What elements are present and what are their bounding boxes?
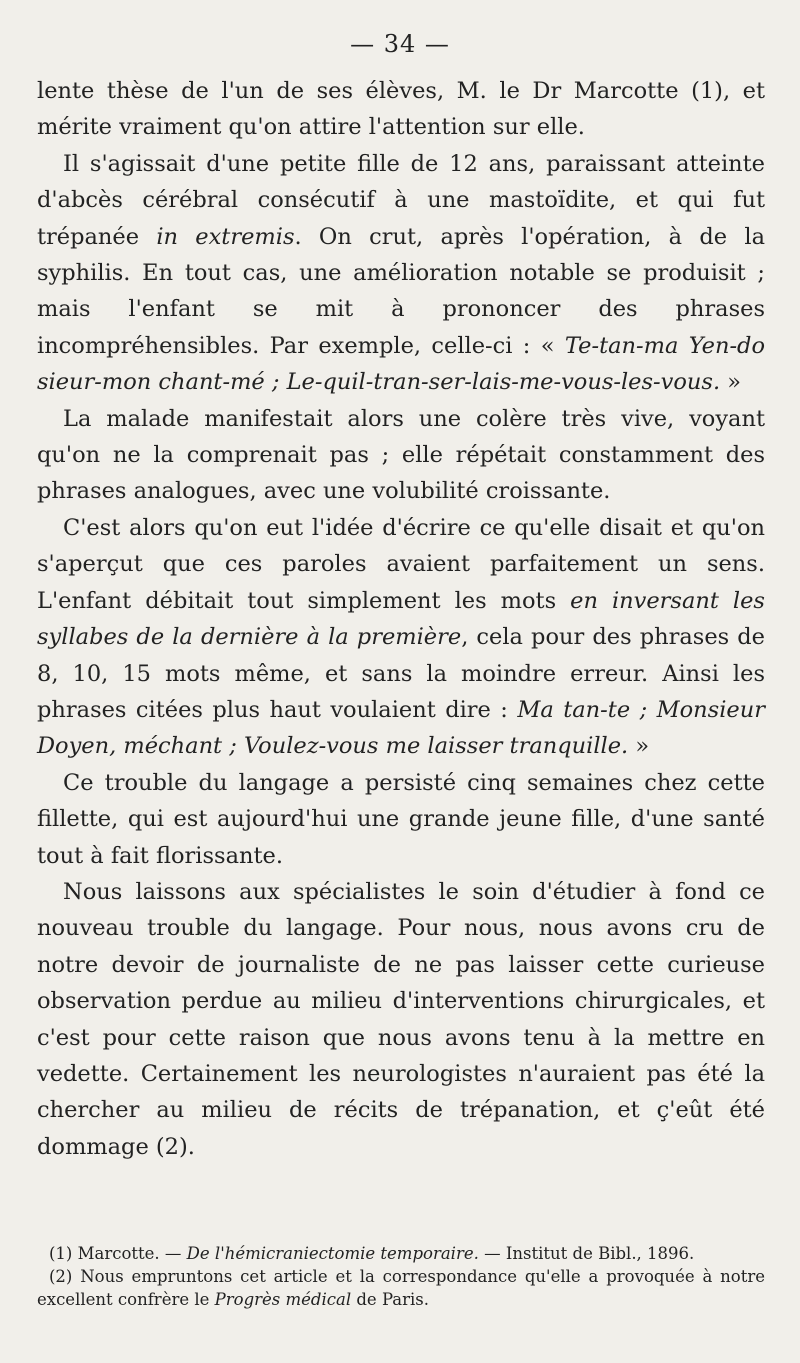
paragraph-2: Il s'agissait d'une petite fille de 12 ans, paraissant atteinte d'abcès cérébral consécutif à une mastoïdite, et qui fut trépanée in extremis. On crut, après l'opération, à de la syphilis. En tout cas, une amélioration notable se produisit ; mais l'enfant se mit à prononcer des phrases incompréhensibles. Par exemple, celle-ci : « Te-tan-ma Yen-do sieur-mon chant-mé ; Le-quil-tran-ser-lais-me-vous-les-vous. » <box>37 150 765 396</box>
page-number: — 34 — <box>350 30 450 58</box>
paragraph-3: La malade manifestait alors une colère très vive, voyant qu'on ne la comprenait pas ; elle répétait constamment des phrases analogues, avec une volubilité croissante. <box>37 405 765 505</box>
body-text <box>37 73 765 1165</box>
paragraph-1: lente thèse de l'un de ses élèves, M. le Dr Marcotte (1), et mérite vraiment qu'on attire l'attention sur elle. <box>37 78 765 141</box>
footnotes <box>37 1242 765 1311</box>
paragraph-6: Nous laissons aux spécialistes le soin d'étudier à fond ce nouveau trouble du langage. Pour nous, nous avons cru de notre devoir de journaliste de ne pas laisser cette curieuse observation perdue au milieu d'interventions chirurgicales, et c'est pour cette raison que nous avons tenu à la mettre en vedette. Certainement les neurologistes n'auraient pas été la chercher au milieu de récits de trépanation, et ç'eût été dommage (2). <box>37 878 765 1160</box>
footnote-2: (2) Nous empruntons cet article et la correspondance qu'elle a provoquée à notre excellent confrère le Progrès médical de Paris. <box>37 1267 765 1309</box>
paragraph-4: C'est alors qu'on eut l'idée d'écrire ce qu'elle disait et qu'on s'aperçut que ces paroles avaient parfaitement un sens. L'enfant débitait tout simplement les mots en inversant les syllabes de la dernière à la première, cela pour des phrases de 8, 10, 15 mots même, et sans la moindre erreur. Ainsi les phrases citées plus haut voulaient dire : Ma tan-te ; Monsieur Doyen, méchant ; Voulez-vous me laisser tranquille. » <box>37 514 765 760</box>
footnote-1: (1) Marcotte. — De l'hémicraniectomie temporaire. — Institut de Bibl., 1896. <box>49 1244 695 1263</box>
paragraph-5: Ce trouble du langage a persisté cinq semaines chez cette fillette, qui est aujourd'hui une grande jeune fille, d'une santé tout à fait florissante. <box>37 769 765 869</box>
